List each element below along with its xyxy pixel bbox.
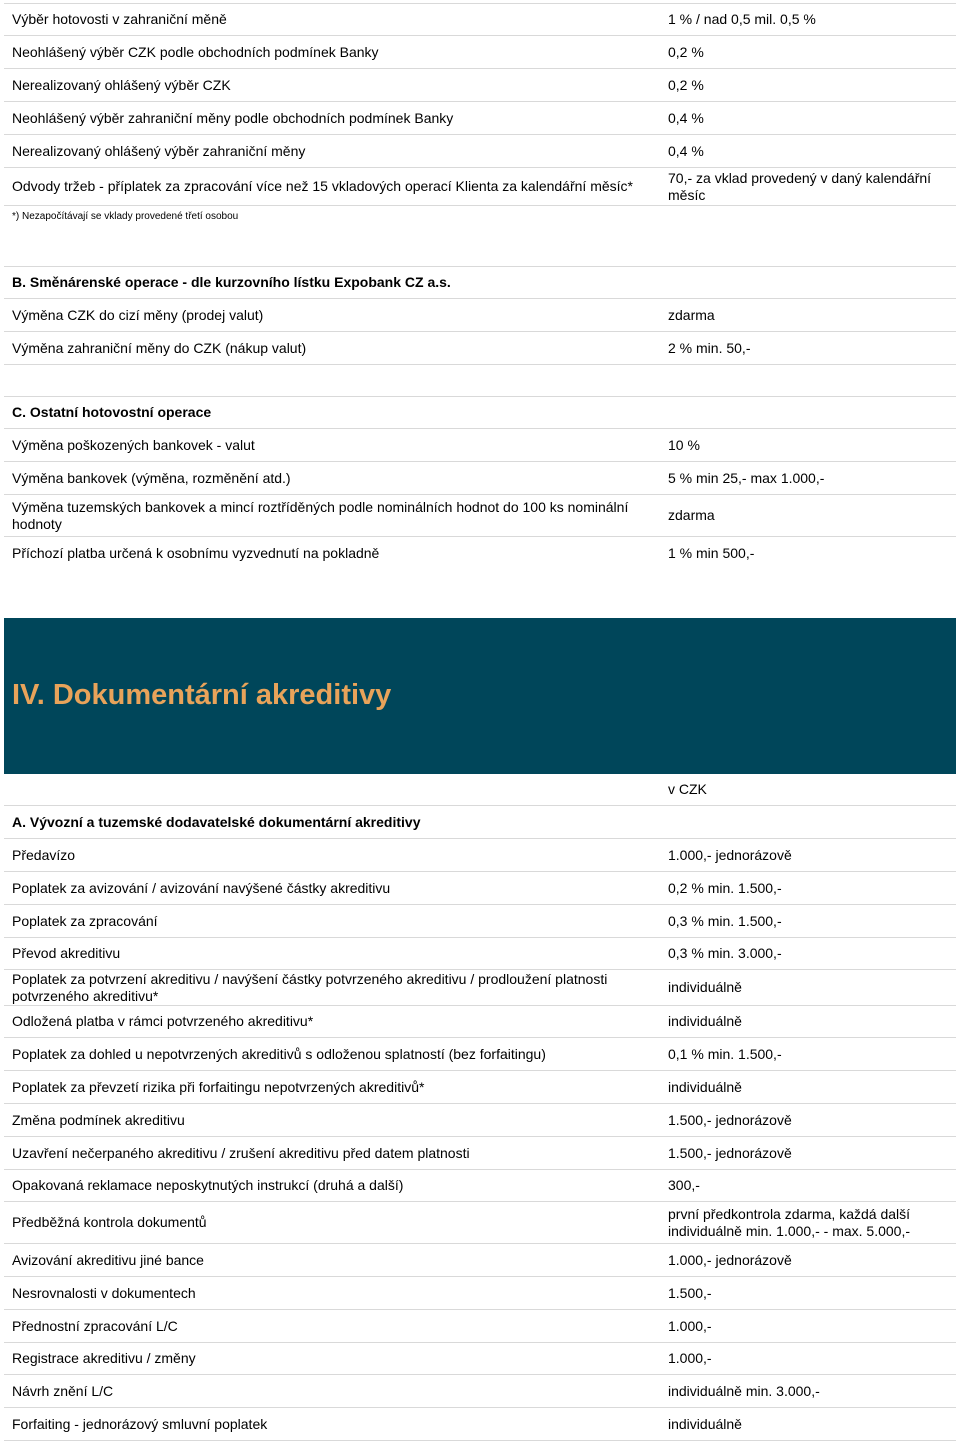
table-row xyxy=(4,1038,956,1071)
table-row xyxy=(4,872,956,905)
row-label: Výměna CZK do cizí měny (prodej valut) xyxy=(12,306,264,323)
row-label: Nerealizovaný ohlášený výběr CZK xyxy=(12,76,231,93)
row-label: Přednostní zpracování L/C xyxy=(12,1317,178,1334)
table-row xyxy=(4,1277,956,1310)
row-fee: individuálně xyxy=(668,1078,742,1095)
table-row xyxy=(4,1310,956,1343)
row-fee: 1 % / nad 0,5 mil. 0,5 % xyxy=(668,11,816,27)
table-row xyxy=(4,1343,956,1375)
currency-label: v CZK xyxy=(668,781,707,797)
row-fee: 0,3 % min. 3.000,- xyxy=(668,945,782,961)
row-label: Poplatek za převzetí rizika při forfaitingu nepotvrzených akreditivů* xyxy=(12,1078,425,1095)
row-fee: individuálně xyxy=(668,979,742,995)
row-fee: 70,- za vklad provedený v daný kalendářní měsíc xyxy=(668,169,932,203)
row-label: Forfaiting - jednorázový smluvní poplatek xyxy=(12,1415,268,1432)
table-row xyxy=(4,1202,956,1244)
row-label: Neohlášený výběr CZK podle obchodních podmínek Banky xyxy=(12,43,379,60)
row-fee: 1.500,- jednorázově xyxy=(668,1144,792,1161)
table-row xyxy=(4,135,956,168)
row-fee: 0,3 % min. 1.500,- xyxy=(668,912,782,929)
table-row xyxy=(4,537,956,570)
row-fee: 0,1 % min. 1.500,- xyxy=(668,1045,782,1062)
row-fee: 0,2 % xyxy=(668,43,704,60)
row-label: Předběžná kontrola dokumentů xyxy=(12,1214,207,1230)
section-c-title: C. Ostatní hotovostní operace xyxy=(12,404,212,420)
table-row xyxy=(4,495,956,537)
table-row xyxy=(4,69,956,102)
row-fee: 0,4 % xyxy=(668,142,704,159)
table-row xyxy=(4,839,956,872)
section-title xyxy=(4,396,956,429)
row-label: Poplatek za dohled u nepotvrzených akreditivů s odloženou splatností (bez forfaitingu) xyxy=(12,1045,546,1062)
row-label: Výměna bankovek (výměna, rozměnění atd.) xyxy=(12,469,291,486)
row-label: Poplatek za avizování / avizování navýšené částky akreditivu xyxy=(12,879,391,896)
table-row xyxy=(4,332,956,365)
table-row xyxy=(4,1408,956,1441)
row-fee: individuálně xyxy=(668,1415,742,1432)
table-row xyxy=(4,938,956,970)
cash-withdrawal-table xyxy=(4,3,956,206)
table-row xyxy=(4,905,956,938)
row-label: Převod akreditivu xyxy=(12,945,121,961)
table-row xyxy=(4,1104,956,1137)
section-banner xyxy=(4,618,956,774)
section-b-title: B. Směnárenské operace - dle kurzovního lístku Expobank CZ a.s. xyxy=(12,274,451,290)
row-fee: 1 % min 500,- xyxy=(668,545,755,561)
table-row xyxy=(4,1071,956,1104)
row-label: Výměna poškozených bankovek - valut xyxy=(12,436,255,453)
row-label: Poplatek za zpracování xyxy=(12,912,158,929)
table-row xyxy=(4,102,956,135)
row-label: Uzavření nečerpaného akreditivu / zrušení akreditivu před datem platnosti xyxy=(12,1144,470,1161)
row-label: Změna podmínek akreditivu xyxy=(12,1111,185,1128)
table-row xyxy=(4,1375,956,1408)
row-fee: 0,2 % min. 1.500,- xyxy=(668,879,782,896)
row-fee: 1.000,- jednorázově xyxy=(668,1251,792,1268)
section-b-table xyxy=(4,266,956,365)
row-label: Výběr hotovosti v zahraniční měně xyxy=(12,11,227,27)
row-fee: 1.000,- jednorázově xyxy=(668,846,792,863)
table-row xyxy=(4,1170,956,1202)
table-row xyxy=(4,1244,956,1277)
row-fee: 10 % xyxy=(668,436,700,453)
row-fee: první předkontrola zdarma, každá další individuálně min. 1.000,- - max. 5.000,- xyxy=(668,1205,911,1239)
row-fee: 2 % min. 50,- xyxy=(668,339,751,356)
table-row xyxy=(4,429,956,462)
row-label: Nesrovnalosti v dokumentech xyxy=(12,1284,196,1301)
table-row xyxy=(4,36,956,69)
row-fee: zdarma xyxy=(668,507,715,523)
row-label: Registrace akreditivu / změny xyxy=(12,1350,196,1366)
section-title xyxy=(4,266,956,299)
row-label: Odvody tržeb - příplatek za zpracování více než 15 vkladových operací Klienta za kalendářní měsíc* xyxy=(12,178,633,194)
row-fee: zdarma xyxy=(668,306,715,323)
section-title xyxy=(4,806,956,839)
row-label: Příchozí platba určená k osobnímu vyzvednutí na pokladně xyxy=(12,545,380,561)
row-fee: 5 % min 25,- max 1.000,- xyxy=(668,469,825,486)
section-iv-a-title: A. Vývozní a tuzemské dodavatelské dokumentární akreditivy xyxy=(12,813,421,830)
row-label: Opakovaná reklamace neposkytnutých instrukcí (druhá a další) xyxy=(12,1177,404,1193)
row-fee: 1.000,- xyxy=(668,1350,712,1366)
table-row xyxy=(4,970,956,1006)
row-fee: 1.500,- jednorázově xyxy=(668,1111,792,1128)
row-fee: individuálně xyxy=(668,1013,742,1029)
row-fee: 0,2 % xyxy=(668,76,704,93)
row-label: Výměna tuzemských bankovek a mincí roztříděných podle nominálních hodnot do 100 ks nominální hodnoty xyxy=(12,498,629,532)
row-label: Nerealizovaný ohlášený výběr zahraniční měny xyxy=(12,142,306,159)
row-fee: 0,4 % xyxy=(668,109,704,126)
table-row xyxy=(4,299,956,332)
table-row xyxy=(4,168,956,206)
currency-row xyxy=(4,774,956,806)
row-fee: 1.500,- xyxy=(668,1284,712,1301)
row-label: Avizování akreditivu jiné bance xyxy=(12,1251,204,1268)
table-row xyxy=(4,1137,956,1170)
row-fee: 300,- xyxy=(668,1177,700,1193)
row-label: Výměna zahraniční měny do CZK (nákup valut) xyxy=(12,339,307,356)
row-label: Předavízo xyxy=(12,846,76,863)
row-label: Odložená platba v rámci potvrzeného akreditivu* xyxy=(12,1013,314,1029)
table-row xyxy=(4,1006,956,1038)
row-label: Neohlášený výběr zahraniční měny podle obchodních podmínek Banky xyxy=(12,109,454,126)
section-iv-a-table xyxy=(4,774,956,1441)
table-row xyxy=(4,462,956,495)
row-label: Poplatek za potvrzení akreditivu / navýšení částky potvrzeného akreditivu / prodloužení platnosti potvrzeného akreditivu* xyxy=(12,970,608,1004)
table-row xyxy=(4,3,956,36)
footnote: *) Nezapočítávají se vklady provedené třetí osobou xyxy=(12,211,239,222)
row-label: Návrh znění L/C xyxy=(12,1382,114,1399)
row-fee: 1.000,- xyxy=(668,1317,712,1334)
banner-title: IV. Dokumentární akreditivy xyxy=(12,679,392,711)
section-c-table xyxy=(4,396,956,570)
row-fee: individuálně min. 3.000,- xyxy=(668,1382,820,1399)
